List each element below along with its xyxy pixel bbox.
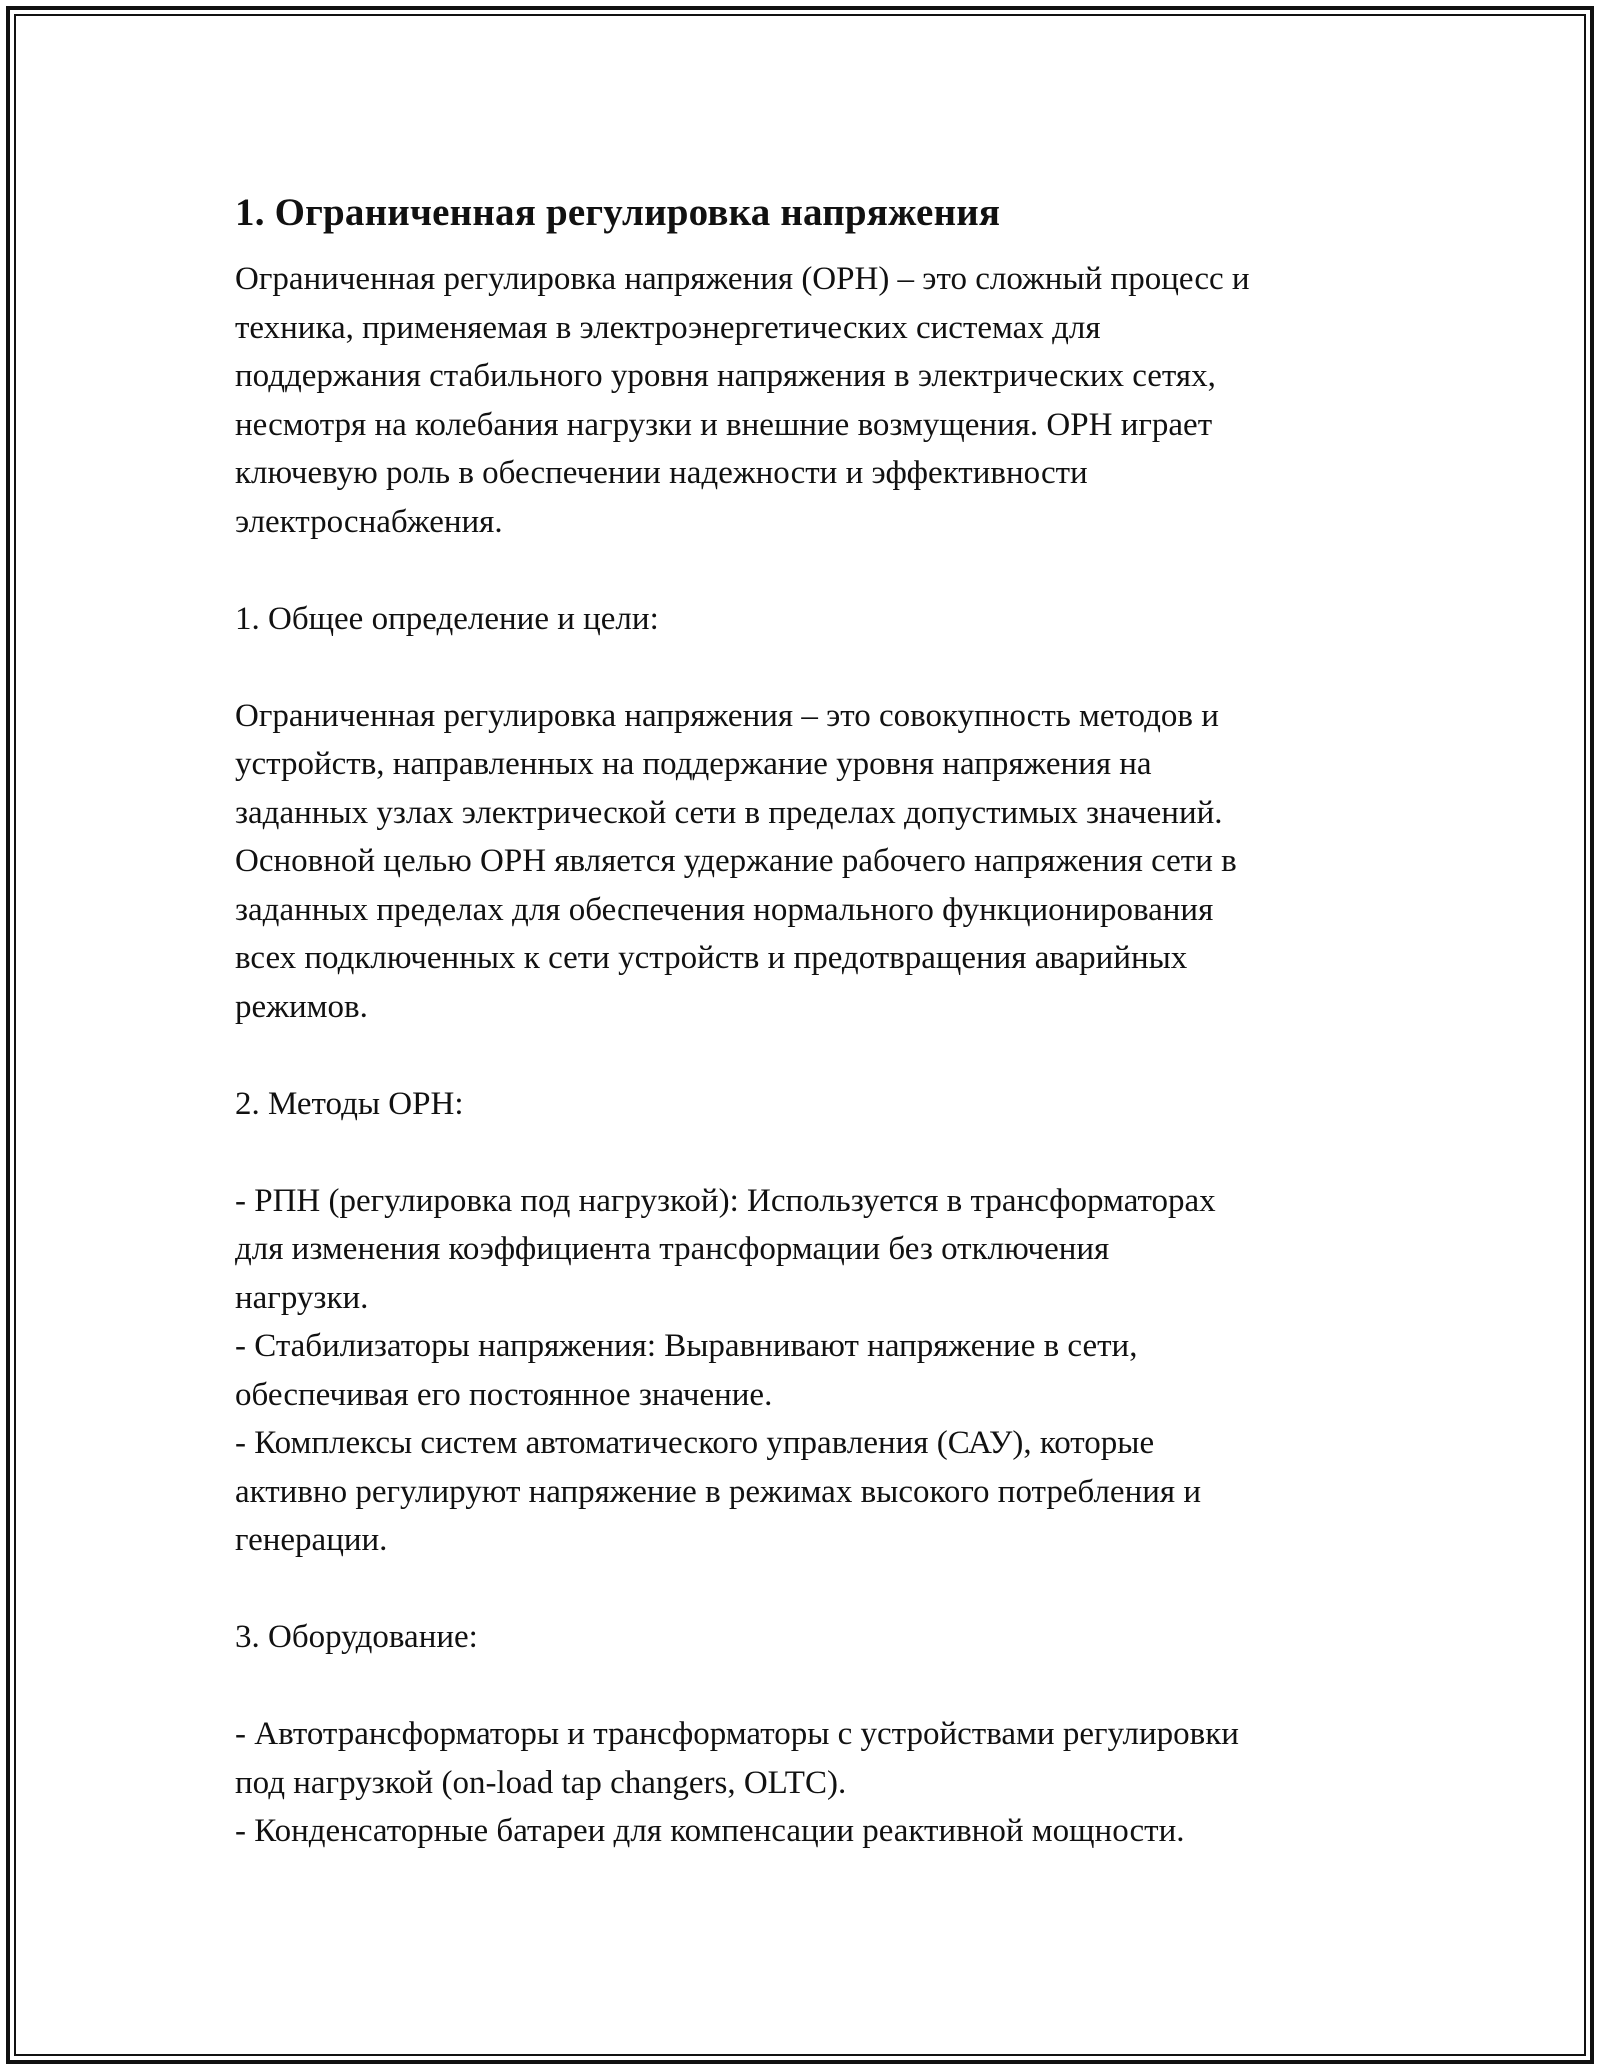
spacer (235, 643, 1395, 692)
section-heading-methods: 2. Методы ОРН: (235, 1085, 464, 1122)
document-body (235, 185, 1395, 1856)
methods-list-item: - РПН (регулировка под нагрузкой): Используется в трансформаторах для изменения коэффициента трансформации без отключения нагрузки. (235, 1182, 1216, 1316)
equipment-list-item: - Автотрансформаторы и трансформаторы с устройствами регулировки под нагрузкой (on-load tap changers, OLTC). (235, 1716, 1239, 1801)
methods-list-item: - Стабилизаторы напряжения: Выравнивают напряжение в сети, обеспечивая его постоянное значение. (235, 1328, 1138, 1413)
section-heading-equipment: 3. Оборудование: (235, 1619, 478, 1655)
spacer (235, 1662, 1395, 1711)
spacer (235, 1128, 1395, 1177)
methods-list-item: - Комплексы систем автоматического управления (САУ), которые активно регулируют напряжение в режимах высокого потребления и генерации. (235, 1425, 1201, 1558)
definition-paragraph: Ограниченная регулировка напряжения – это совокупность методов и устройств, направленных на поддержание уровня напряжения на заданных узлах электрической сети в пределах допустимых значений. Основной целью ОРН является удержание рабочего напряжения сети в заданных пределах для обеспечения нормального функционирования всех подключенных к сети устройств и предотвращения аварийных режимов. (235, 697, 1237, 1025)
section-heading-definition: 1. Общее определение и цели: (235, 600, 659, 637)
intro-paragraph: Ограниченная регулировка напряжения (ОРН) – это сложный процесс и техника, применяемая в электроэнергетических системах для поддержания стабильного уровня напряжения в электрических сетях, несмотря на колебания нагрузки и внешние возмущения. ОРН играет ключевую роль в обеспечении надежности и эффективности электроснабжения. (235, 261, 1250, 540)
spacer (235, 1565, 1395, 1614)
spacer (235, 1031, 1395, 1080)
spacer (235, 546, 1395, 595)
equipment-list-item: - Конденсаторные батареи для компенсации реактивной мощности. (235, 1813, 1185, 1849)
document-title: 1. Ограниченная регулировка напряжения (235, 191, 1001, 234)
